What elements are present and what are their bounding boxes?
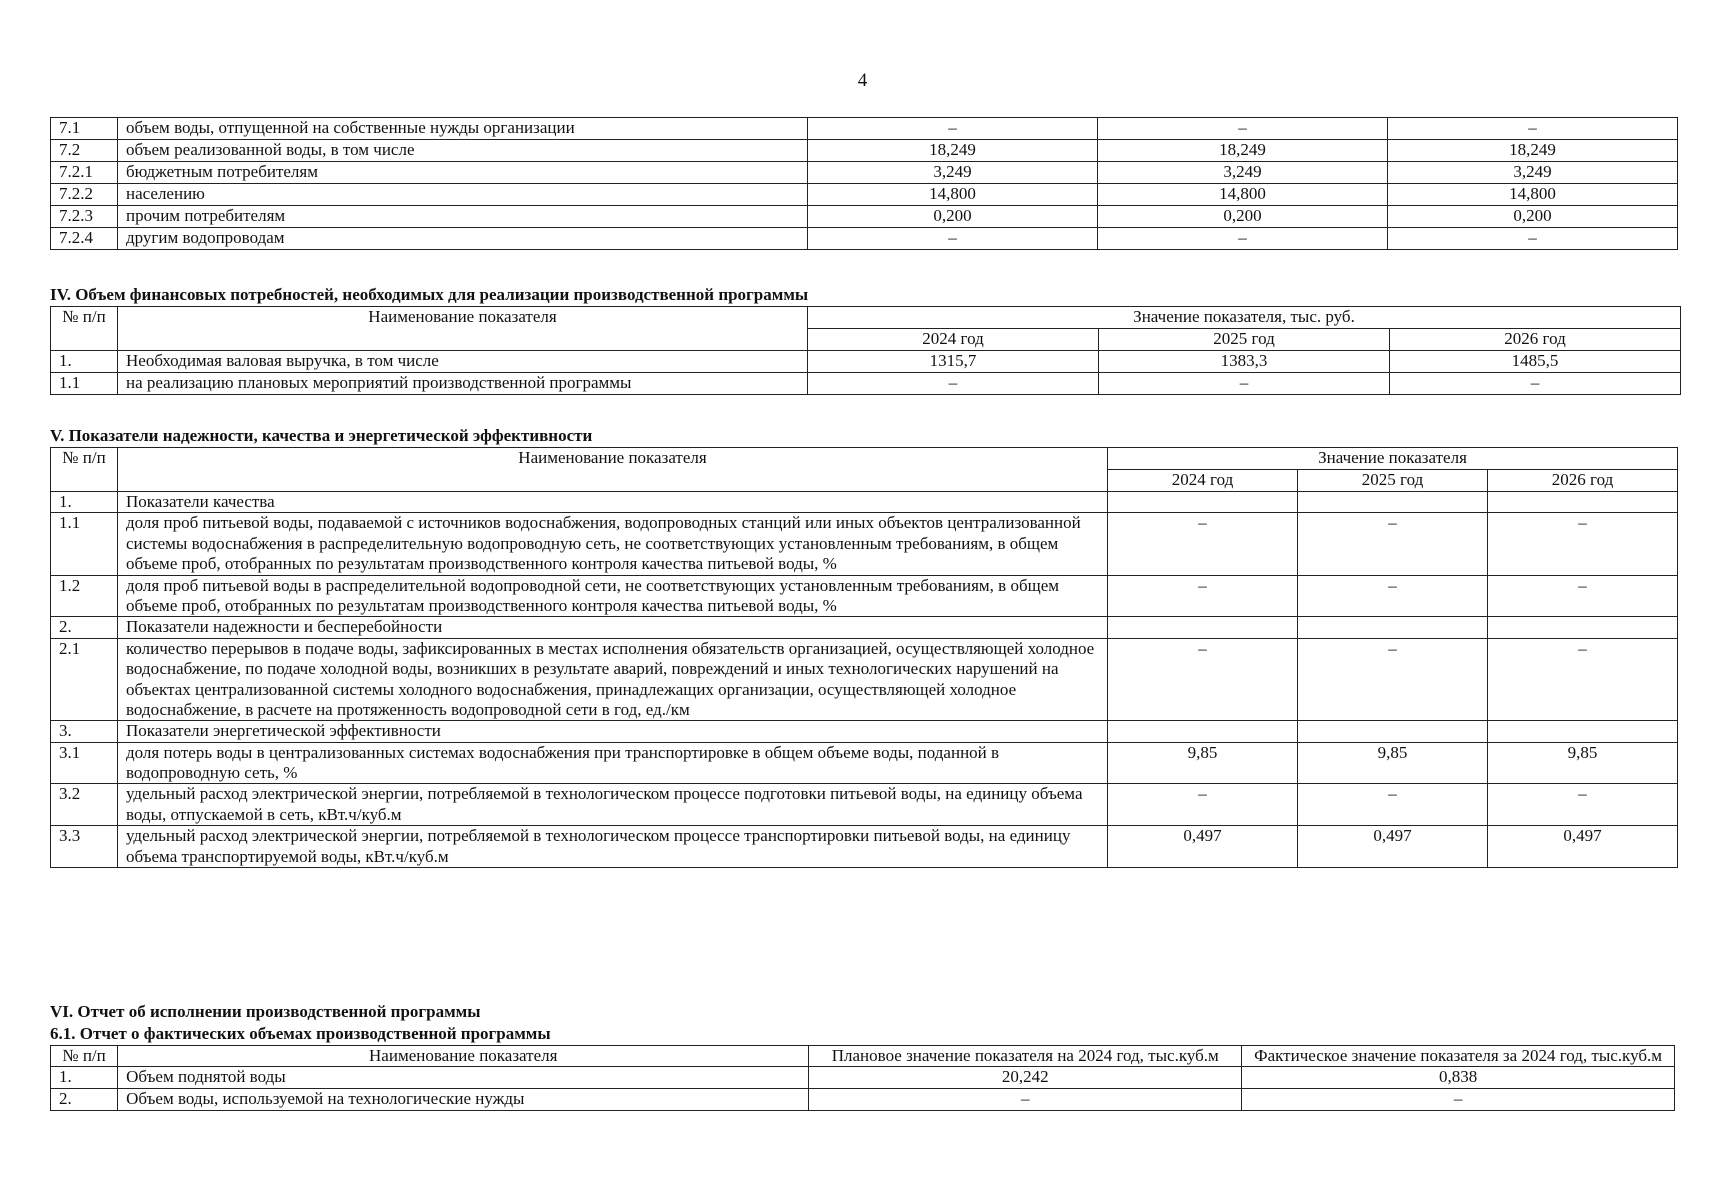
row-number: 1.2: [51, 575, 118, 617]
row-number: 3.2: [51, 784, 118, 826]
row-value: 0,200: [808, 206, 1098, 228]
row-name: объем реализованной воды, в том числе: [118, 140, 808, 162]
section-5: [50, 425, 1677, 868]
table-row: [51, 228, 1678, 250]
section-4-title: IV. Объем финансовых потребностей, необходимых для реализации производственной программы: [50, 285, 809, 304]
head-num: № п/п: [51, 1046, 118, 1067]
row-value: –: [1098, 118, 1388, 140]
row-value: 0,497: [1108, 826, 1298, 868]
head-plan: Плановое значение показателя на 2024 год, тыс.куб.м: [809, 1046, 1242, 1067]
table-row: [51, 162, 1678, 184]
row-number: 2.1: [51, 638, 118, 721]
row-name: доля проб питьевой воды в распределительной водопроводной сети, не соответствующих установленным требованиям, в общем объеме проб, отобранных по результатам производственного контроля качества питьевой воды, %: [118, 575, 1108, 617]
row-value: –: [1298, 513, 1488, 575]
continuation-table: [50, 117, 1678, 250]
row-fact: 0,838: [1242, 1067, 1675, 1089]
row-value: 9,85: [1298, 742, 1488, 784]
section-6-table: [50, 1045, 1675, 1111]
row-name: другим водопроводам: [118, 228, 808, 250]
row-plan: 20,242: [809, 1067, 1242, 1089]
row-value: [1108, 617, 1298, 638]
row-number: 7.2.1: [51, 162, 118, 184]
table-row: [51, 206, 1678, 228]
head-name: Наименование показателя: [118, 307, 808, 351]
head-num: № п/п: [51, 448, 118, 492]
row-value: 14,800: [1098, 184, 1388, 206]
row-name: Показатели качества: [118, 492, 1108, 513]
section-4-table: [50, 306, 1681, 395]
row-value: 1315,7: [808, 351, 1099, 373]
row-value: [1298, 492, 1488, 513]
row-value: –: [1108, 575, 1298, 617]
row-value: 0,200: [1388, 206, 1678, 228]
row-value: [1488, 617, 1678, 638]
row-name: бюджетным потребителям: [118, 162, 808, 184]
section-6: [50, 1001, 1675, 1111]
row-value: –: [1108, 513, 1298, 575]
section-5-title: V. Показатели надежности, качества и энергетической эффективности: [50, 426, 593, 445]
row-name: Показатели надежности и бесперебойности: [118, 617, 1108, 638]
row-value: –: [1298, 638, 1488, 721]
section-6-title: VI. Отчет об исполнении производственной программы: [50, 1002, 481, 1021]
table-group-row: [51, 617, 1678, 638]
row-value: –: [1388, 228, 1678, 250]
row-number: 2.: [51, 1089, 118, 1111]
row-number: 7.1: [51, 118, 118, 140]
row-name: Объем поднятой воды: [118, 1067, 809, 1089]
row-value: 3,249: [808, 162, 1098, 184]
row-number: 7.2.3: [51, 206, 118, 228]
section-4: [50, 284, 1680, 395]
row-name: объем воды, отпущенной на собственные нужды организации: [118, 118, 808, 140]
row-name: прочим потребителям: [118, 206, 808, 228]
row-value: 18,249: [1388, 140, 1678, 162]
row-value: –: [808, 373, 1099, 395]
table-row: [51, 826, 1678, 868]
table-row: [51, 513, 1678, 575]
row-value: 1485,5: [1390, 351, 1681, 373]
row-value: –: [1488, 638, 1678, 721]
row-name: удельный расход электрической энергии, потребляемой в технологическом процессе подготовки питьевой воды, на единицу объема воды, отпускаемой в сеть, кВт.ч/куб.м: [118, 784, 1108, 826]
head-year: 2024 год: [1108, 470, 1298, 492]
row-value: –: [808, 228, 1098, 250]
row-name: количество перерывов в подаче воды, зафиксированных в местах исполнения обязательств организацией, осуществляющей холодное водоснабжение, по подаче холодной воды, возникших в результате аварий, повреждений и иных технологических нарушений на объектах централизованной системы холодного водоснабжения, принадлежащих организации, осуществляющей холодное водоснабжение, в расчете на протяженность водопроводной сети в год, ед./км: [118, 638, 1108, 721]
head-value: Значение показателя, тыс. руб.: [808, 307, 1681, 329]
table-row: [51, 184, 1678, 206]
table-row: [51, 1067, 1675, 1089]
table-row: [51, 351, 1681, 373]
head-year: 2026 год: [1488, 470, 1678, 492]
row-number: 1.: [51, 1067, 118, 1089]
page-number: 4: [857, 70, 868, 91]
section-5-table: [50, 447, 1678, 868]
row-number: 7.2.2: [51, 184, 118, 206]
row-value: –: [1099, 373, 1390, 395]
row-name: удельный расход электрической энергии, потребляемой в технологическом процессе транспортировки питьевой воды, на единицу объема транспортируемой воды, кВт.ч/куб.м: [118, 826, 1108, 868]
row-value: –: [1298, 784, 1488, 826]
head-name: Наименование показателя: [118, 448, 1108, 492]
head-value: Значение показателя: [1108, 448, 1678, 470]
row-value: [1298, 617, 1488, 638]
row-name: на реализацию плановых мероприятий производственной программы: [118, 373, 808, 395]
row-number: 1.: [51, 351, 118, 373]
row-value: 3,249: [1098, 162, 1388, 184]
head-fact: Фактическое значение показателя за 2024 год, тыс.куб.м: [1242, 1046, 1675, 1067]
row-number: 7.2: [51, 140, 118, 162]
row-value: [1108, 721, 1298, 742]
row-name: доля потерь воды в централизованных системах водоснабжения при транспортировке в общем объеме воды, поданной в водопроводную сеть, %: [118, 742, 1108, 784]
head-year: 2025 год: [1099, 329, 1390, 351]
table-row: [51, 742, 1678, 784]
row-value: 18,249: [808, 140, 1098, 162]
row-plan: –: [809, 1089, 1242, 1111]
table-row: [51, 784, 1678, 826]
table-group-row: [51, 492, 1678, 513]
row-value: [1298, 721, 1488, 742]
row-value: –: [1298, 575, 1488, 617]
row-value: 9,85: [1488, 742, 1678, 784]
row-value: 9,85: [1108, 742, 1298, 784]
row-value: 1383,3: [1099, 351, 1390, 373]
row-value: 3,249: [1388, 162, 1678, 184]
row-value: 0,497: [1488, 826, 1678, 868]
row-value: –: [1488, 513, 1678, 575]
head-name: Наименование показателя: [118, 1046, 809, 1067]
row-value: 14,800: [808, 184, 1098, 206]
row-value: –: [1488, 784, 1678, 826]
row-value: [1488, 492, 1678, 513]
row-value: –: [1388, 118, 1678, 140]
row-name: Объем воды, используемой на технологические нужды: [118, 1089, 809, 1111]
row-value: –: [1488, 575, 1678, 617]
head-year: 2025 год: [1298, 470, 1488, 492]
row-value: –: [1098, 228, 1388, 250]
row-fact: –: [1242, 1089, 1675, 1111]
row-name: доля проб питьевой воды, подаваемой с источников водоснабжения, водопроводных станций или иных объектов централизованной системы водоснабжения в распределительную водопроводную сеть, не соответствующих установленным требованиям, в общем объеме проб, отобранных по результатам производственного контроля качества питьевой воды, %: [118, 513, 1108, 575]
row-number: 3.1: [51, 742, 118, 784]
table-row: [51, 638, 1678, 721]
row-name: Показатели энергетической эффективности: [118, 721, 1108, 742]
head-year: 2024 год: [808, 329, 1099, 351]
section-6-subtitle: 6.1. Отчет о фактических объемах производственной программы: [50, 1024, 551, 1043]
row-value: 0,497: [1298, 826, 1488, 868]
row-value: 14,800: [1388, 184, 1678, 206]
row-value: 0,200: [1098, 206, 1388, 228]
row-number: 2.: [51, 617, 118, 638]
row-value: [1108, 492, 1298, 513]
table-row: [51, 118, 1678, 140]
head-num: № п/п: [51, 307, 118, 351]
table-row: [51, 575, 1678, 617]
row-number: 3.: [51, 721, 118, 742]
row-value: 18,249: [1098, 140, 1388, 162]
table-row: [51, 373, 1681, 395]
continuation-table-block: [50, 117, 1677, 250]
row-number: 1.1: [51, 373, 118, 395]
row-value: –: [1390, 373, 1681, 395]
row-value: –: [808, 118, 1098, 140]
row-name: населению: [118, 184, 808, 206]
row-value: –: [1108, 638, 1298, 721]
row-value: [1488, 721, 1678, 742]
table-row: [51, 140, 1678, 162]
row-name: Необходимая валовая выручка, в том числе: [118, 351, 808, 373]
row-number: 1.: [51, 492, 118, 513]
table-row: [51, 1089, 1675, 1111]
head-year: 2026 год: [1390, 329, 1681, 351]
row-number: 1.1: [51, 513, 118, 575]
row-value: –: [1108, 784, 1298, 826]
row-number: 7.2.4: [51, 228, 118, 250]
row-number: 3.3: [51, 826, 118, 868]
table-group-row: [51, 721, 1678, 742]
